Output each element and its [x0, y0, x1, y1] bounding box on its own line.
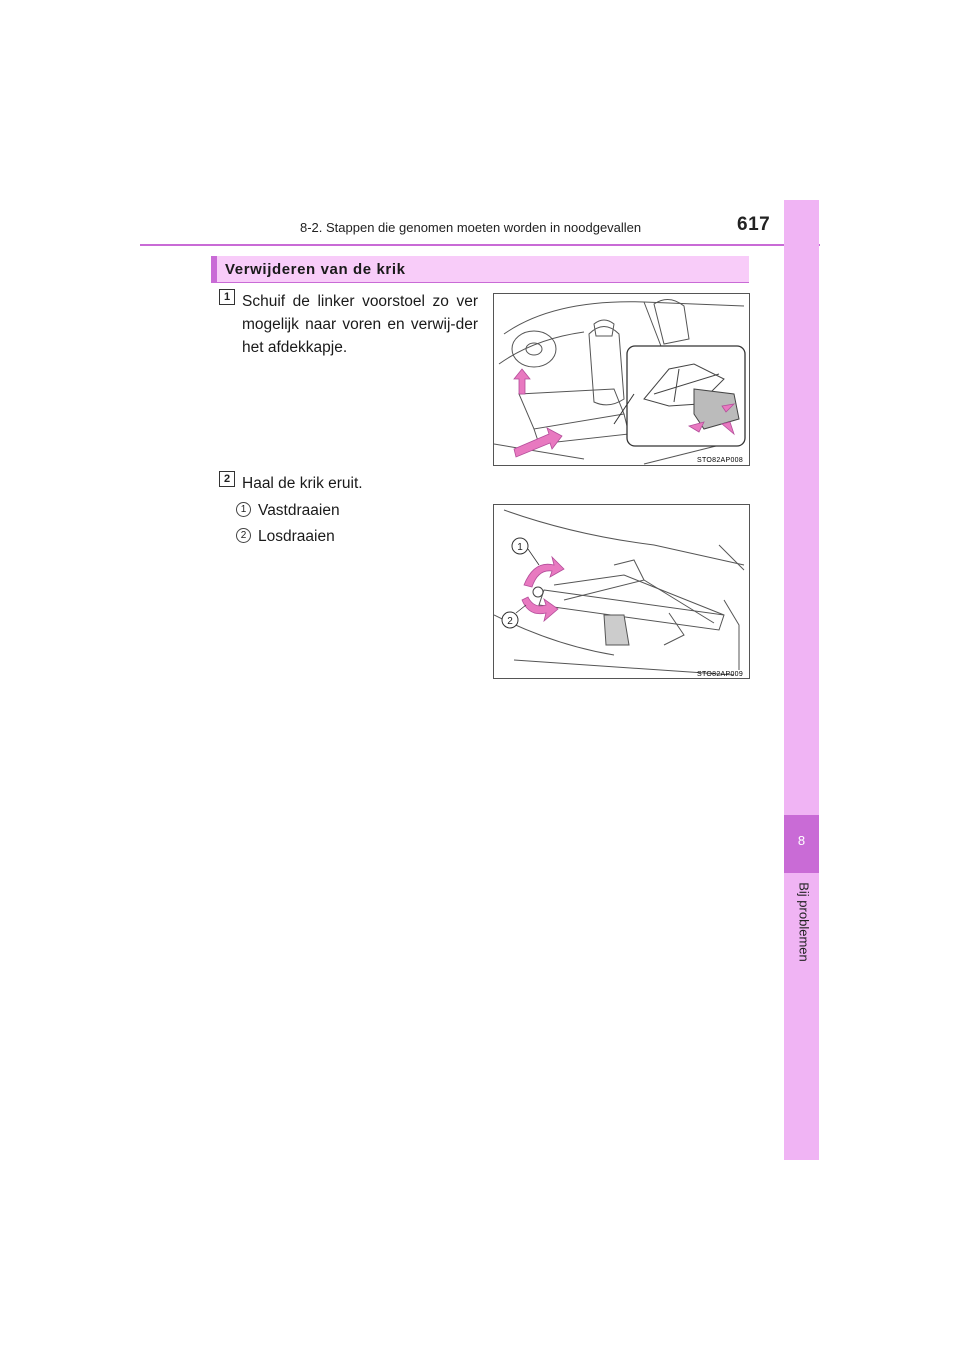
jack-illustration [494, 505, 750, 679]
figure-2-code: STO82AP009 [697, 671, 744, 678]
chapter-side-tab [784, 200, 819, 1160]
figure-jack-removal [493, 504, 750, 679]
chapter-label: Bij problemen [796, 882, 812, 962]
substep-2-number: 2 [236, 528, 251, 543]
section-heading: Verwijderen van de krik [225, 261, 406, 278]
chapter-number: 8 [797, 833, 806, 848]
callout-1: 1 [517, 542, 523, 553]
header-divider [140, 244, 820, 246]
running-header-title: 8-2. Stappen die genomen moeten worden in noodgevallen [300, 220, 642, 235]
substep-1-text: Vastdraaien [258, 502, 340, 519]
substep-1-number: 1 [236, 502, 251, 517]
section-heading-accent [211, 256, 217, 283]
seat-cover-illustration [494, 294, 750, 466]
callout-2: 2 [507, 616, 513, 627]
figure-seat-cover [493, 293, 750, 466]
step-2-badge: 2 [219, 471, 235, 487]
step-1-text: Schuif de linker voorstoel zo ver mogelijk naar voren en verwij-der het afdekkapje. [242, 293, 478, 356]
step-2-text: Haal de krik eruit. [242, 475, 363, 492]
step-1-badge: 1 [219, 289, 235, 305]
figure-1-code: STO82AP008 [697, 457, 744, 464]
page-number: 617 [737, 214, 771, 235]
substep-2-text: Losdraaien [258, 528, 335, 545]
